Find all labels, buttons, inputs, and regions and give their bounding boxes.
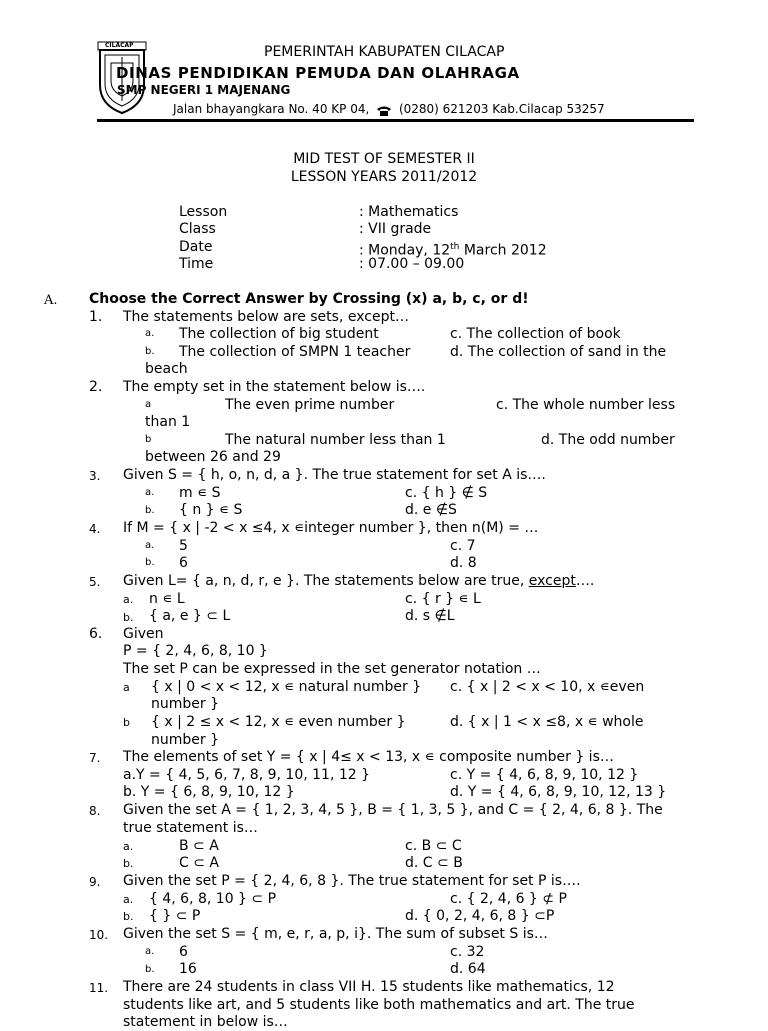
q8-text2: true statement is…: [123, 820, 258, 836]
q2-option-b: The natural number less than 1: [225, 432, 446, 448]
q7-text: The elements of set Y = { x | 4≤ x < 13, x ∊ composite number } is…: [123, 749, 614, 765]
header-divider: [97, 119, 694, 122]
q6-text2: The set P can be expressed in the set generator notation …: [123, 661, 541, 677]
title-line2: LESSON YEARS 2011/2012: [290, 169, 478, 185]
info-value-class: : VII grade: [359, 221, 432, 237]
q6-text: Given: [123, 626, 164, 642]
q6-set: P = { 2, 4, 6, 8, 10 }: [123, 643, 268, 659]
q6-number: 6.: [89, 626, 103, 642]
q9-a-label: a.: [123, 893, 134, 906]
info-value-date: : Monday, 12th March 2012: [359, 242, 547, 259]
q3-number: 3.: [89, 469, 101, 483]
q4-option-a: 5: [179, 538, 188, 554]
q10-option-b: 16: [179, 961, 197, 977]
q8-option-b: C ⊂ A: [179, 855, 219, 871]
q2-option-a: The even prime number: [225, 397, 395, 413]
q9-option-d: d. { 0, 2, 4, 6, 8 } ⊂P: [405, 908, 555, 924]
q10-option-c: c. 32: [450, 944, 485, 960]
q6-b-label: b: [123, 716, 130, 729]
q7-option-a: a.Y = { 4, 5, 6, 7, 8, 9, 10, 11, 12 }: [123, 767, 371, 783]
header-address: [173, 102, 605, 116]
q10-option-d: d. 64: [450, 961, 486, 977]
q1-b-label: b.: [145, 346, 155, 357]
q6-a-label: a: [123, 681, 130, 694]
q9-option-a: { 4, 6, 8, 10 } ⊂ P: [149, 891, 277, 907]
q9-number: 9.: [89, 875, 101, 889]
q10-option-a: 6: [179, 944, 188, 960]
q1-number: 1.: [89, 309, 103, 325]
q8-option-d: d. C ⊂ B: [405, 855, 463, 871]
q6-option-c: c. { x | 2 < x < 10, x ∊even: [450, 679, 645, 695]
logo-text: CILACAP: [105, 42, 134, 49]
q6-option-d-cont: number }: [151, 732, 219, 748]
q1-text: The statements below are sets, except…: [123, 309, 409, 325]
q5-b-label: b.: [123, 611, 134, 624]
q7-option-c: c. Y = { 4, 6, 8, 9, 10, 12 }: [450, 767, 639, 783]
info-value-time: : 07.00 – 09.00: [359, 256, 465, 272]
q7-option-b: b. Y = { 6, 8, 9, 10, 12 }: [123, 784, 295, 800]
q6-option-d: d. { x | 1 < x ≤8, x ∊ whole: [450, 714, 644, 730]
q4-option-c: c. 7: [450, 538, 476, 554]
address-street: Jalan bhayangkara No. 40 KP 04,: [173, 102, 370, 116]
telephone-icon: [377, 105, 389, 114]
q3-text: Given S = { h, o, n, d, a }. The true statement for set A is….: [123, 467, 546, 483]
info-label-lesson: Lesson: [179, 204, 228, 220]
q9-b-label: b.: [123, 910, 134, 923]
q8-b-label: b.: [123, 857, 134, 870]
q5-option-c: c. { r } ∊ L: [405, 591, 481, 607]
q2-b-label: b: [145, 434, 152, 445]
q10-b-label: b.: [145, 964, 155, 975]
q5-option-a: n ∊ L: [149, 591, 185, 607]
q8-a-label: a.: [123, 840, 134, 853]
q1-option-c: c. The collection of book: [450, 326, 621, 342]
header-line3: SMP NEGERI 1 MAJENANG: [117, 83, 291, 97]
q2-option-c-cont: than 1: [145, 414, 191, 430]
q1-option-d: d. The collection of sand in the: [450, 344, 667, 360]
q8-option-a: B ⊂ A: [179, 838, 219, 854]
q10-a-label: a.: [145, 946, 155, 957]
q6-option-b: { x | 2 ≤ x < 12, x ∊ even number }: [151, 714, 406, 730]
info-label-time: Time: [179, 256, 214, 272]
q7-option-d: d. Y = { 4, 6, 8, 9, 10, 12, 13 }: [450, 784, 667, 800]
q4-text: If M = { x | -2 < x ≤4, x ∊integer number }, then n(M) = …: [123, 520, 539, 536]
info-label-class: Class: [179, 221, 216, 237]
q7-number: 7.: [89, 751, 101, 765]
q2-option-d-cont: between 26 and 29: [145, 449, 281, 465]
header-line1: PEMERINTAH KABUPATEN CILACAP: [264, 44, 505, 60]
section-letter: A.: [44, 293, 58, 308]
q3-option-d: d. e ∉S: [405, 502, 457, 518]
q2-number: 2.: [89, 379, 103, 395]
q4-option-b: 6: [179, 555, 188, 571]
q11-text: There are 24 students in class VII H. 15 students like mathematics, 12: [123, 979, 615, 995]
q1-option-a: The collection of big student: [179, 326, 379, 342]
q9-option-c: c. { 2, 4, 6 } ⊄ P: [450, 891, 567, 907]
q8-text: Given the set A = { 1, 2, 3, 4, 5 }, B = { 1, 3, 5 }, and C = { 2, 4, 6, 8 }. The: [123, 802, 663, 818]
q5-text: Given L= { a, n, d, r, e }. The statements below are true, except….: [123, 573, 595, 589]
q4-option-d: d. 8: [450, 555, 477, 571]
info-label-date: Date: [179, 239, 213, 255]
q9-option-b: { } ⊂ P: [149, 908, 201, 924]
q5-option-b: { a, e } ⊂ L: [149, 608, 231, 624]
q3-option-c: c. { h } ∉ S: [405, 485, 488, 501]
q11-number: 11.: [89, 981, 109, 995]
address-phone: (0280) 621203 Kab.Cilacap 53257: [398, 102, 605, 116]
q2-a-label: a: [145, 399, 152, 410]
q4-a-label: a.: [145, 540, 155, 551]
q9-text: Given the set P = { 2, 4, 6, 8 }. The true statement for set P is….: [123, 873, 581, 889]
title-line1: MID TEST OF SEMESTER II: [293, 151, 475, 167]
q2-text: The empty set in the statement below is….: [123, 379, 426, 395]
q1-option-d-cont: beach: [145, 361, 188, 377]
q4-number: 4.: [89, 522, 101, 536]
q8-number: 8.: [89, 804, 101, 818]
q2-option-d: d. The odd number: [541, 432, 675, 448]
q3-option-b: { n } ∊ S: [179, 502, 243, 518]
q2-option-c: c. The whole number less: [496, 397, 676, 413]
section-instruction: Choose the Correct Answer by Crossing (x) a, b, c, or d!: [89, 291, 529, 307]
q5-option-d: d. s ∉L: [405, 608, 455, 624]
q3-a-label: a.: [145, 487, 155, 498]
q3-b-label: b.: [145, 505, 155, 516]
q6-option-a: { x | 0 < x < 12, x ∊ natural number }: [151, 679, 422, 695]
q5-a-label: a.: [123, 593, 134, 606]
header-line2: DINAS PENDIDIKAN PEMUDA DAN OLAHRAGA: [116, 64, 520, 82]
q10-text: Given the set S = { m, e, r, a, p, i}. The sum of subset S is…: [123, 926, 548, 942]
q5-number: 5.: [89, 575, 101, 589]
q6-option-c-cont: number }: [151, 696, 219, 712]
q10-number: 10.: [89, 928, 109, 942]
q8-option-c: c. B ⊂ C: [405, 838, 462, 854]
q4-b-label: b.: [145, 557, 155, 568]
q11-text3: statement in below is…: [123, 1014, 288, 1030]
q11-text2: students like art, and 5 students like both mathematics and art. The true: [123, 997, 635, 1013]
info-value-lesson: : Mathematics: [359, 204, 459, 220]
q1-a-label: a.: [145, 328, 155, 339]
q1-option-b: The collection of SMPN 1 teacher: [179, 344, 411, 360]
q3-option-a: m ∊ S: [179, 485, 221, 501]
